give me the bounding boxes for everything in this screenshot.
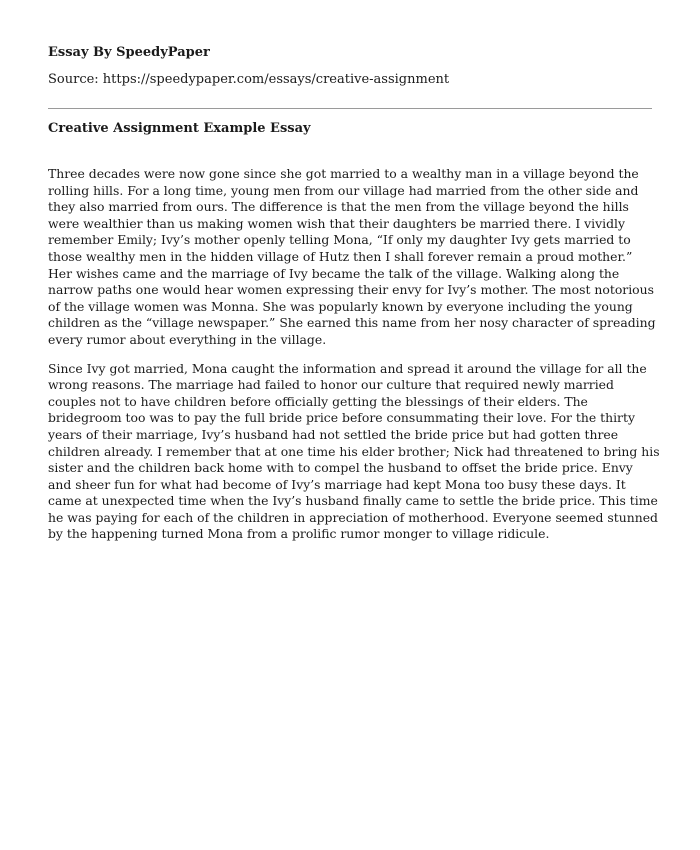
essay-title: Creative Assignment Example Essay [48, 121, 311, 136]
essay-body [48, 166, 660, 555]
essay-author-heading: Essay By SpeedyPaper [48, 45, 210, 60]
divider [48, 108, 652, 109]
essay-paragraph: Three decades were now gone since she got married to a wealthy man in a village beyond the rolling hills. For a long time, young men from our village had married from the other side and they also married from ours. The difference is that the men from the village beyond the hills were wealthier than us making women wish that their daughters be married there. I vividly remember Emily; Ivy’s mother openly telling Mona, “If only my daughter Ivy gets married to those wealthy men in the hidden village of Hutz then I shall forever remain a proud mother.” Her wishes came and the marriage of Ivy became the talk of the village. Walking along the narrow paths one would hear women expressing their envy for Ivy’s mother. The most notorious of the village women was Monna. She was popularly known by everyone including the young children as the “village newspaper.” She earned this name from her nosy character of spreading every rumor about everything in the village. [48, 166, 656, 347]
source-line: Source: https://speedypaper.com/essays/creative-assignment [48, 72, 450, 87]
essay-paragraph: Since Ivy got married, Mona caught the information and spread it around the village for all the wrong reasons. The marriage had failed to honor our culture that required newly married couples not to have children before officially getting the blessings of their elders. The bridegroom too was to pay the full bride price before consummating their love. For the thirty years of their marriage, Ivy’s husband had not settled the bride price but had gotten three children already. I remember that at one time his elder brother; Nick had threatened to bring his sister and the children back home with to compel the husband to offset the bride price. Envy and sheer fun for what had become of Ivy’s marriage had kept Mona too busy these days. It came at unexpected time when the Ivy’s husband finally came to settle the bride price. This time he was paying for each of the children in appreciation of motherhood. Everyone seemed stunned by the happening turned Mona from a prolific rumor monger to village ridicule. [48, 360, 660, 542]
